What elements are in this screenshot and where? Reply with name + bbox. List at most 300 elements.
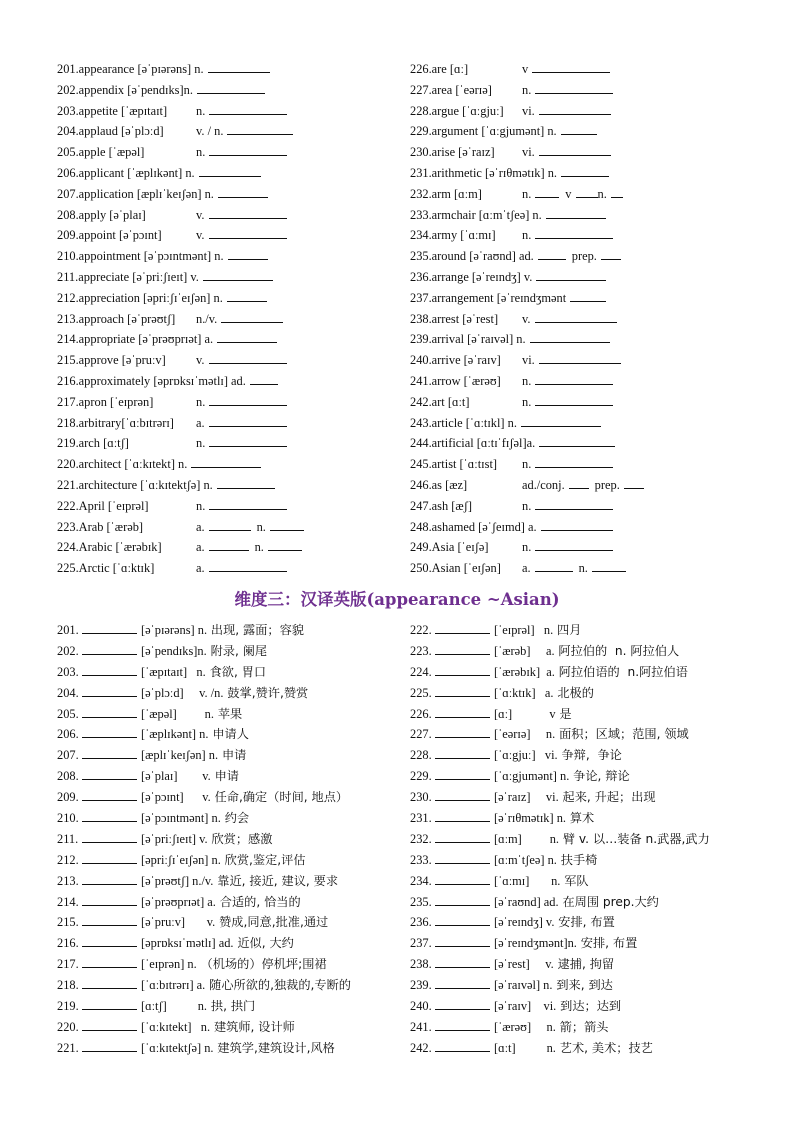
item-number: 241. [410,1019,432,1034]
vocab-item [410,454,750,475]
vocab-word: 243.article [ˈɑːtɪkl] n. [410,415,517,430]
answer-area [196,392,287,413]
vocab-item [57,517,397,538]
vocab-item [57,496,397,517]
vocab-item [410,496,750,517]
answer-blank[interactable] [435,976,490,989]
answer-area [539,433,615,454]
vocab-word: 207.application [æplɪˈkeɪʃən] n. [57,186,214,201]
answer-blank[interactable] [82,1039,137,1052]
vocab-item [410,1017,750,1038]
vocab-word: 209.appoint [əˈpɔɪnt] [57,228,162,243]
answer-blank[interactable] [82,684,137,697]
answer-blank[interactable] [228,247,268,260]
item-number: 217. [57,957,79,972]
item-number: 207. [57,748,79,763]
vocab-item [410,996,750,1017]
answer-blank[interactable] [82,976,137,989]
item-number: 232. [410,831,432,846]
item-number: 212. [57,852,79,867]
phonetic: [əˈraɪv] vi. [494,999,557,1014]
answer-area [541,517,613,538]
phonetic: [ˈæpəl] n. [141,706,214,721]
vocab-word: 242.art [ɑːt] [410,394,470,409]
vocab-item [410,433,750,454]
answer-area [203,267,273,288]
answer-blank[interactable] [535,310,617,323]
vocab-word: 233.armchair [ɑːmˈtʃeə] n. [410,207,542,222]
answer-area [522,142,611,163]
vocab-item [410,184,750,205]
answer-blank[interactable] [209,206,287,219]
answer-blank[interactable] [435,746,490,759]
answer-area [217,329,277,350]
chinese-definition: 近似, 大约 [233,936,294,951]
phonetic: [əˈraɪz] vi. [494,790,559,805]
answer-blank[interactable] [624,476,644,489]
item-number: 204. [57,685,79,700]
answer-area [208,59,270,80]
part-of-speech: ad./conj. [522,477,565,492]
part-of-speech: n. [196,103,206,118]
answer-blank[interactable] [82,767,137,780]
phonetic: [əˈplɔːd] v. /n. [141,685,224,700]
chinese-definition: 安排, 布置 [576,936,638,951]
answer-blank[interactable] [532,60,610,73]
answer-blank[interactable] [546,206,606,219]
item-number: 206. [57,727,79,742]
vocab-word: 213.approach [əˈprəʊtʃ] [57,311,176,326]
part-of-speech: n. [256,519,266,534]
phonetic: [əˈpɔɪntmənt] n. [141,811,221,826]
answer-blank[interactable] [435,872,490,885]
chinese-definition: 起来, 升起；出现 [558,790,656,805]
answer-blank[interactable] [227,289,267,302]
chinese-definition: 争论, 辩论 [569,769,630,784]
phonetic: [əˈraɪvəl] n. [494,978,553,993]
vocab-item [410,413,750,434]
phonetic: [ˈæpɪtaɪt] n. [141,664,206,679]
answer-blank[interactable] [611,185,623,198]
phonetic: [əˈpruːv] v. [141,915,216,930]
answer-blank[interactable] [270,518,304,531]
answer-blank[interactable] [535,538,613,551]
answer-blank[interactable] [82,872,137,885]
phonetic: [æplɪˈkeɪʃən] n. [141,748,219,763]
answer-blank[interactable] [82,705,137,718]
vocab-item [410,329,750,350]
answer-blank[interactable] [535,559,573,572]
section2-right-column [410,620,750,1059]
vocab-item [57,850,402,871]
chinese-definition: 申请 [218,748,247,763]
vocab-word: 218.arbitrary[ˈɑːbɪtrərɪ] [57,415,174,430]
vocab-item [57,620,402,641]
answer-area [536,267,606,288]
answer-blank[interactable] [209,143,287,156]
answer-blank[interactable] [82,642,137,655]
answer-blank[interactable] [250,372,278,385]
vocab-item [57,683,402,704]
answer-blank[interactable] [535,497,613,510]
answer-blank[interactable] [435,705,490,718]
vocab-word: 220.architect [ˈɑːkɪtekt] n. [57,457,188,472]
item-number: 237. [410,936,432,951]
vocab-word: 235.around [əˈraʊnd] ad. [410,249,534,264]
vocab-item [57,309,397,330]
part-of-speech: n. [522,228,532,243]
part-of-speech: v [565,186,572,201]
answer-blank[interactable] [209,414,287,427]
vocab-word: 232.arm [ɑːm] [410,186,482,201]
answer-blank[interactable] [435,621,490,634]
vocab-item [57,288,397,309]
answer-blank[interactable] [435,955,490,968]
vocab-item [57,954,402,975]
vocab-item [57,101,397,122]
answer-area [196,121,293,142]
answer-area [227,288,267,309]
chinese-definition: 臂 v. 以…装备 n.武器,武力 [558,831,710,846]
vocab-item [57,892,402,913]
vocab-item [410,975,750,996]
answer-blank[interactable] [209,393,287,406]
vocab-item [410,80,750,101]
answer-blank[interactable] [541,518,613,531]
answer-blank[interactable] [82,725,137,738]
chinese-definition: 到来, 到达 [552,978,613,993]
answer-area [218,184,268,205]
answer-blank[interactable] [82,893,137,906]
answer-blank[interactable] [538,247,566,260]
answer-area [196,101,287,122]
vocab-word: 247.ash [æʃ] [410,498,472,513]
item-number: 219. [57,999,79,1014]
answer-blank[interactable] [82,809,137,822]
answer-area [522,309,617,330]
answer-blank[interactable] [435,642,490,655]
vocab-item [57,975,402,996]
answer-blank[interactable] [82,1018,137,1031]
answer-blank[interactable] [435,997,490,1010]
answer-blank[interactable] [435,663,490,676]
vocab-item [410,59,750,80]
answer-blank[interactable] [208,60,270,73]
vocab-item [410,267,750,288]
answer-blank[interactable] [576,185,598,198]
part-of-speech: vi. [522,145,535,160]
phonetic: [ˈɑːgjuː] vi. [494,748,558,763]
vocab-item [57,662,402,683]
answer-blank[interactable] [209,497,287,510]
vocab-item [57,142,397,163]
answer-blank[interactable] [435,725,490,738]
item-number: 228. [410,748,432,763]
vocab-word: 222.April [ˈeɪprəl] [57,498,149,513]
answer-blank[interactable] [435,684,490,697]
answer-blank[interactable] [82,746,137,759]
vocab-item [57,745,402,766]
vocab-word: 214.appropriate [əˈprəʊprɪət] a. [57,332,214,347]
answer-blank[interactable] [82,663,137,676]
part-of-speech: n. [522,82,532,97]
vocab-word: 216.approximately [əprɒksɪˈmətlɪ] ad. [57,373,246,388]
chinese-definition: 食欲, 胃口 [205,664,267,679]
vocab-item [57,59,397,80]
answer-blank[interactable] [82,913,137,926]
answer-blank[interactable] [592,559,626,572]
vocab-word: 211.appreciate [əˈpriːʃɪeɪt] v. [57,269,199,284]
answer-blank[interactable] [197,81,265,94]
answer-blank[interactable] [82,934,137,947]
answer-blank[interactable] [561,164,609,177]
answer-blank[interactable] [435,893,490,906]
item-number: 220. [57,1019,79,1034]
phonetic: [ɑːt] n. [494,1040,556,1055]
part-of-speech: v. [196,228,205,243]
vocab-item [410,517,750,538]
answer-area [217,475,275,496]
phonetic: [əprɒksɪˈmətlɪ] ad. [141,936,234,951]
vocab-item [57,1038,402,1059]
item-number: 223. [410,643,432,658]
answer-area [522,371,613,392]
chinese-definition: 扶手椅 [556,852,598,867]
phonetic: [ɑːm] n. [494,831,559,846]
chinese-definition: 四月 [553,623,582,637]
part-of-speech: a. [196,519,205,534]
answer-blank[interactable] [536,268,606,281]
answer-blank[interactable] [535,226,613,239]
vocab-item [410,163,750,184]
answer-blank[interactable] [539,143,611,156]
phonetic: [ɑːmˈtʃeə] n. [494,852,557,867]
answer-blank[interactable] [221,310,283,323]
answer-area [522,392,613,413]
part-of-speech: v. [196,353,205,368]
chinese-definition: 安排, 布置 [554,915,615,930]
answer-area [196,496,287,517]
vocab-item [410,537,750,558]
answer-blank[interactable] [217,330,277,343]
answer-blank[interactable] [435,830,490,843]
phonetic: [ˈæplɪkənt] n. [141,727,209,742]
vocab-item [57,433,397,454]
vocab-word: 223.Arab [ˈærəb] [57,519,144,534]
answer-blank[interactable] [535,372,613,385]
vocab-item [410,392,750,413]
answer-blank[interactable] [199,164,261,177]
section2-left-column [57,620,402,1059]
answer-blank[interactable] [435,851,490,864]
answer-blank[interactable] [209,518,251,531]
answer-area [196,350,287,371]
vocab-word: 238.arrest [əˈrest] [410,311,499,326]
answer-blank[interactable] [535,393,613,406]
phonetic: [ˈɑːmɪ] n. [494,873,561,888]
chinese-definition: 在周围 prep.大约 [558,894,659,909]
item-number: 230. [410,790,432,805]
chinese-definition: 约会 [220,811,250,826]
answer-blank[interactable] [535,185,559,198]
answer-blank[interactable] [82,997,137,1010]
answer-blank[interactable] [539,351,621,364]
answer-area [522,496,613,517]
chinese-definition: 赞成,同意,批准,通过 [215,915,329,930]
phonetic: [əˈpendɪks]n. [141,643,207,658]
vocab-item [410,892,750,913]
answer-blank[interactable] [435,1039,490,1052]
part-of-speech: v [522,62,529,76]
answer-blank[interactable] [209,434,287,447]
answer-blank[interactable] [209,102,287,115]
answer-area [561,121,597,142]
answer-blank[interactable] [82,830,137,843]
answer-blank[interactable] [535,81,613,94]
answer-area [196,413,287,434]
item-number: 235. [410,894,432,909]
vocab-item [410,121,750,142]
part-of-speech: n. [597,186,607,201]
answer-area [196,517,304,538]
answer-blank[interactable] [217,476,275,489]
part-of-speech: a. [522,561,531,576]
part-of-speech: n. [578,561,588,576]
chinese-definition: 军队 [560,873,589,888]
answer-blank[interactable] [435,934,490,947]
vocab-word: 237.arrangement [əˈreɪndʒmənt [410,290,567,305]
vocab-item [57,871,402,892]
item-number: 215. [57,915,79,930]
answer-area [522,80,613,101]
vocab-item [410,704,750,725]
answer-blank[interactable] [203,268,273,281]
answer-blank[interactable] [227,122,293,135]
answer-blank[interactable] [191,455,261,468]
answer-blank[interactable] [435,1018,490,1031]
vocab-item [57,558,397,579]
answer-area [522,558,626,579]
answer-blank[interactable] [82,621,137,634]
vocab-word: 239.arrival [əˈraɪvəl] n. [410,332,526,347]
answer-blank[interactable] [435,913,490,926]
vocab-item [57,392,397,413]
vocab-word: 208.apply [əˈplaɪ] [57,207,146,222]
answer-area [250,371,278,392]
answer-area [196,558,287,579]
item-number: 201. [57,623,79,637]
chinese-definition: 是 [555,706,572,721]
vocab-word: 245.artist [ˈɑːtɪst] [410,457,498,472]
vocab-item [410,850,750,871]
section1-right-column [410,59,750,579]
chinese-definition: 随心所欲的,独裁的,专断的 [205,978,351,993]
vocab-item [410,933,750,954]
answer-blank[interactable] [435,767,490,780]
answer-blank[interactable] [539,434,615,447]
answer-blank[interactable] [82,955,137,968]
vocab-word: 236.arrange [əˈreɪndʒ] v. [410,269,533,284]
part-of-speech: n./v. [196,311,218,326]
answer-blank[interactable] [435,788,490,801]
answer-blank[interactable] [209,351,287,364]
part-of-speech: v. / n. [196,124,224,139]
vocab-word: 206.applicant [ˈæplɪkənt] n. [57,165,195,180]
chinese-definition: 欣赏,鉴定,评估 [220,852,306,867]
vocab-item [410,620,750,641]
answer-area [228,246,268,267]
phonetic: [ˈeɪprəl] n. [494,623,554,637]
answer-blank[interactable] [82,788,137,801]
vocab-word: 201.appearance [əˈpɪərəns] n. [57,62,204,76]
part-of-speech: n. [522,394,532,409]
vocab-item [57,246,397,267]
answer-blank[interactable] [209,226,287,239]
vocab-item [410,101,750,122]
answer-area [522,475,644,496]
vocab-item [410,205,750,226]
answer-area [191,454,261,475]
answer-blank[interactable] [82,851,137,864]
answer-blank[interactable] [569,476,589,489]
answer-area [522,537,613,558]
answer-blank[interactable] [209,538,249,551]
vocab-item [410,641,750,662]
answer-blank[interactable] [561,122,597,135]
chinese-definition: 鼓掌,赞许,赞赏 [223,685,309,700]
vocab-item [410,662,750,683]
part-of-speech: n. [522,498,532,513]
chinese-definition: 逮捕, 拘留 [553,957,615,972]
item-number: 231. [410,811,432,826]
vocab-word: 202.appendix [əˈpendɪks]n. [57,82,193,97]
item-number: 227. [410,727,432,742]
answer-blank[interactable] [535,455,613,468]
part-of-speech: prep. [571,249,597,264]
answer-blank[interactable] [601,247,621,260]
part-of-speech: n. [522,457,532,472]
vocab-item [410,309,750,330]
answer-blank[interactable] [209,559,287,572]
phonetic: [ˈærəb] a. [494,643,555,658]
answer-blank[interactable] [521,414,601,427]
item-number: 239. [410,978,432,993]
chinese-definition: 建筑师, 设计师 [210,1019,295,1034]
vocab-word: 210.appointment [əˈpɔɪntmənt] n. [57,249,224,264]
item-number: 238. [410,957,432,972]
item-number: 214. [57,894,79,909]
phonetic: [ˈɑːbɪtrərɪ] a. [141,978,206,993]
item-number: 205. [57,706,79,721]
phonetic: [ˈɑːkɪtekt] n. [141,1019,211,1034]
answer-blank[interactable] [570,289,606,302]
answer-area [522,101,611,122]
vocab-item [410,1038,750,1059]
answer-area [196,309,283,330]
phonetic: [ˈɑːkɪtektʃə] n. [141,1040,214,1055]
phonetic: [ˈærəʊ] n. [494,1019,556,1034]
chinese-definition: 出现, 露面；容貌 [207,623,304,637]
part-of-speech: n. [196,436,206,451]
answer-blank[interactable] [268,538,302,551]
answer-blank[interactable] [218,185,268,198]
chinese-definition: 阿拉伯语的 n.阿拉伯语 [554,664,688,679]
answer-blank[interactable] [435,809,490,822]
answer-blank[interactable] [530,330,610,343]
answer-blank[interactable] [539,102,611,115]
chinese-definition: 北极的 [553,685,594,700]
vocab-item [410,142,750,163]
